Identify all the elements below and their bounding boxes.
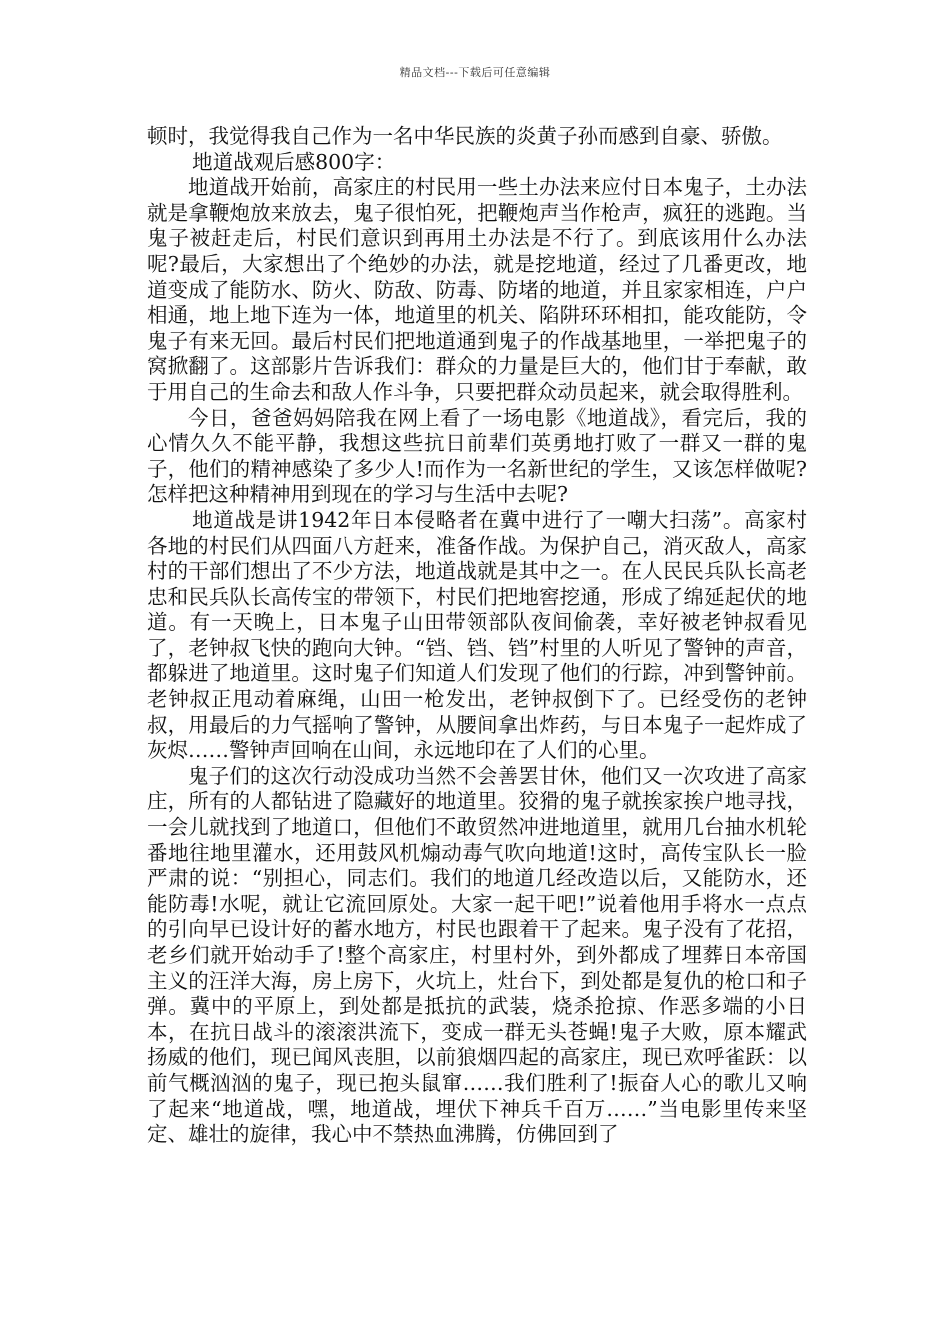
document-body [147, 124, 807, 1148]
paragraph: 地道战开始前，高家庄的村民用一些土办法来应付日本鬼子，土办法就是拿鞭炮放来放去，鬼子很怕死，把鞭炮声当作枪声，疯狂的逃跑。当鬼子被赶走后，村民们意识到再用土办法是不行了。到底该用什么办法呢?最后，大家想出了个绝妙的办法，就是挖地道，经过了几番更改，地道变成了能防水、防火、防敌、防毒、防堵的地道，并且家家相连，户户相通，地上地下连为一体，地道里的机关、陷阱环环相扣，能攻能防，令鬼子有来无回。最后村民们把地道通到鬼子的作战基地里，一举把鬼子的窝掀翻了。这部影片告诉我们：群众的力量是巨大的，他们甘于奉献，敢于用自己的生命去和敌人作斗争，只要把群众动员起来，就会取得胜利。 [147, 175, 807, 404]
section-heading: 地道战观后感800字： [192, 149, 396, 174]
paragraph: 鬼子们的这次行动没成功当然不会善罢甘休，他们又一次攻进了高家庄，所有的人都钻进了隐藏好的地道里。狡猾的鬼子就挨家挨户地寻找，一会儿就找到了地道口，但他们不敢贸然冲进地道里，就用几台抽水机轮番地往地里灌水，还用鼓风机煽动毒气吹向地道!这时，高传宝队长一脸严肃的说：“别担心，同志们。我们的地道几经改造以后，又能防水，还能防毒!水呢，就让它流回原处。大家一起干吧!”说着他用手将水一点点的引向早已设计好的蓄水地方，村民也跟着干了起来。鬼子没有了花招，老乡们就开始动手了!整个高家庄，村里村外，到外都成了埋葬日本帝国主义的汪洋大海，房上房下，火坑上，灶台下，到处都是复仇的枪口和子弹。冀中的平原上，到处都是抵抗的武装，烧杀抢掠、作恶多端的小日本，在抗日战斗的滚滚洪流下，变成一群无头苍蝇!鬼子大败，原本耀武扬威的他们，现已闻风丧胆，以前狼烟四起的高家庄，现已欢呼雀跃：以前气概汹汹的鬼子，现已抱头鼠窜……我们胜利了!振奋人心的歌儿又响了起来“地道战，嘿，地道战，埋伏下神兵千百万……”当电影里传来坚定、雄壮的旋律，我心中不禁热血沸腾，仿佛回到了 [147, 763, 807, 1147]
page-header: 精品文档---下载后可任意编辑 [399, 66, 551, 79]
paragraph: 地道战是讲1942年日本侵略者在冀中进行了一嘲大扫荡”。高家村各地的村民们从四面八方赶来，准备作战。为保护自己，消灭敌人，高家村的干部们想出了不少方法，地道战就是其中之一。在人民民兵队长高老忠和民兵队长高传宝的带领下，村民们把地窖挖通，形成了绵延起伏的地道。有一天晚上，日本鬼子山田带领部队夜间偷袭，幸好被老钟叔看见了，老钟叔飞快的跑向大钟。“铛、铛、铛”村里的人听见了警钟的声音，都躲进了地道里。这时鬼子们知道人们发现了他们的行踪，冲到警钟前。老钟叔正甩动着麻绳，山田一枪发出，老钟叔倒下了。已经受伤的老钟叔，用最后的力气摇响了警钟，从腰间拿出炸药，与日本鬼子一起炸成了灰烬……警钟声回响在山间，永远地印在了人们的心里。 [147, 507, 807, 763]
paragraph-continuation: 顿时，我觉得我自己作为一名中华民族的炎黄子孙而感到自豪、骄傲。 [147, 124, 783, 148]
paragraph: 今日，爸爸妈妈陪我在网上看了一场电影《地道战》，看完后，我的心情久久不能平静，我想这些抗日前辈们英勇地打败了一群又一群的鬼子，他们的精神感染了多少人!而作为一名新世纪的学生，又该怎样做呢?怎样把这种精神用到现在的学习与生活中去呢? [147, 405, 807, 507]
